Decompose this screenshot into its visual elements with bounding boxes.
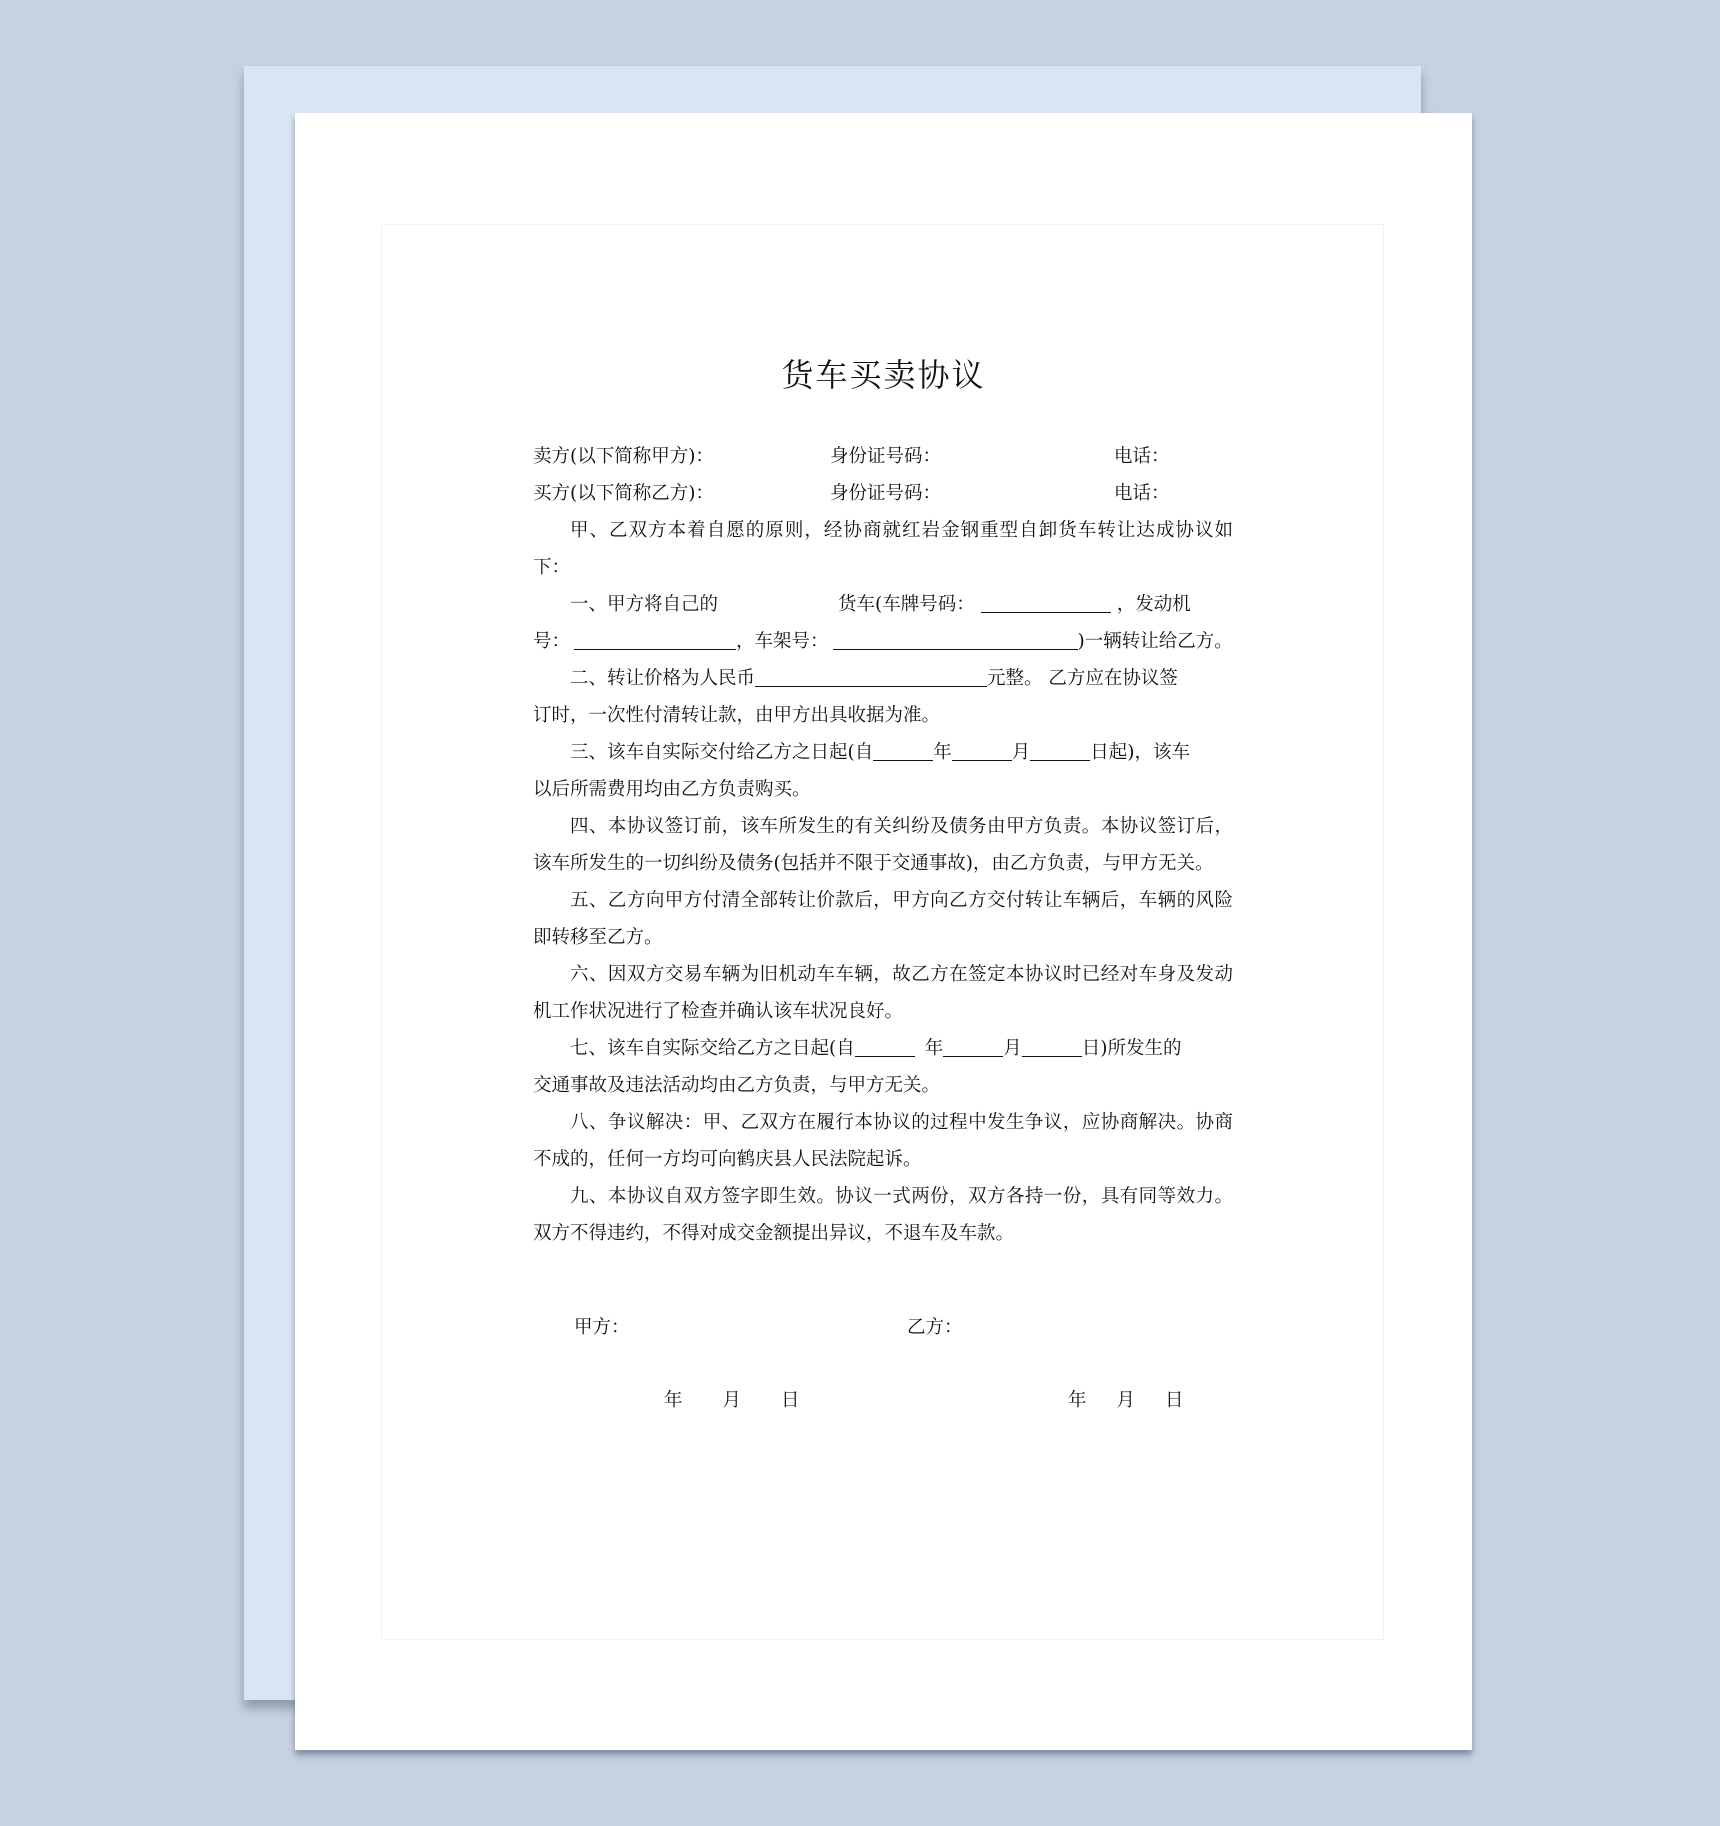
clause-7-year-blank[interactable]: [855, 1034, 915, 1057]
clause-2-text: 二、转让价格为人民币: [570, 668, 756, 689]
seller-label: 卖方(以下简称甲方)：: [533, 446, 714, 467]
clause-8: 八、争议解决：甲、乙双方在履行本协议的过程中发生争议，应协商解决。协商不成的，任何一方均可向鹤庆县人民法院起诉。: [533, 1112, 1233, 1170]
clause-5: 五、乙方向甲方付清全部转让价款后，甲方向乙方交付转让车辆后，车辆的风险即转移至乙方。: [533, 890, 1233, 948]
party-b-month-label: 月: [1116, 1390, 1136, 1411]
clause-1-line-2: [533, 623, 1233, 660]
clause-3-month-label: 月: [1011, 742, 1031, 763]
clause-7-month-blank[interactable]: [943, 1034, 1003, 1057]
buyer-id-label: 身份证号码：: [830, 483, 942, 504]
clause-1-plate-label: 货车(车牌号码：: [838, 594, 975, 615]
party-a-date: [664, 1386, 800, 1412]
party-a-year-label: 年: [664, 1390, 683, 1411]
party-a-month-label: 月: [722, 1390, 742, 1411]
plate-number-blank[interactable]: [981, 590, 1111, 613]
clause-3-text: 三、该车自实际交付给乙方之日起(自: [570, 742, 874, 763]
clause-2-line-1: [533, 660, 1233, 697]
seller-phone-label: 电话：: [1114, 446, 1170, 467]
document-title: 货车买卖协议: [781, 356, 986, 394]
clause-1-text: 一、甲方将自己的: [570, 594, 719, 615]
intro-paragraph: 甲、乙双方本着自愿的原则，经协商就红岩金钢重型自卸货车转让达成协议如下：: [533, 520, 1233, 578]
clause-7-line-1: [533, 1030, 1233, 1067]
clause-9: 九、本协议自双方签字即生效。协议一式两份，双方各持一份，具有同等效力。双方不得违约，不得对成交金额提出异议，不退车及车款。: [533, 1186, 1233, 1244]
buyer-info-row: [533, 475, 1233, 512]
clause-7-text: 七、该车自实际交给乙方之日起(自: [570, 1038, 855, 1059]
seller-id-label: 身份证号码：: [830, 446, 942, 467]
party-b-date: [1068, 1386, 1184, 1412]
clause-3-year-blank[interactable]: [873, 738, 933, 761]
clause-4: 四、本协议签订前，该车所发生的有关纠纷及债务由甲方负责。本协议签订后，该车所发生的一切纠纷及债务(包括并不限于交通事故)，由乙方负责，与甲方无关。: [533, 816, 1233, 874]
document-body: [533, 438, 1233, 1252]
engine-number-label: 号：: [533, 631, 571, 652]
clause-1-line-1: [533, 586, 1233, 623]
document-page: [295, 113, 1472, 1750]
party-b-day-label: 日: [1165, 1390, 1184, 1411]
engine-number-blank[interactable]: [574, 627, 736, 650]
clause-3-text-b: 日起)，该车: [1090, 742, 1190, 763]
party-b-year-label: 年: [1068, 1390, 1087, 1411]
party-b-signature-label: 乙方：: [907, 1317, 963, 1338]
seller-info-row: [533, 438, 1233, 475]
clause-6: 六、因双方交易车辆为旧机动车车辆，故乙方在签定本协议时已经对车身及发动机工作状况进行了检查并确认该车状况良好。: [533, 964, 1233, 1022]
clause-3-month-blank[interactable]: [952, 738, 1012, 761]
clause-3-line-1: [533, 734, 1233, 771]
clause-1-engine-label: ，发动机: [1116, 594, 1191, 615]
clause-7-text-b: 日)所发生的: [1081, 1038, 1182, 1059]
price-blank[interactable]: [755, 664, 987, 687]
clause-7-year-label: 年: [924, 1038, 944, 1059]
party-a-signature-label: 甲方：: [574, 1317, 630, 1338]
party-a-day-label: 日: [781, 1390, 800, 1411]
frame-number-blank[interactable]: [833, 627, 1078, 650]
clause-3-day-blank[interactable]: [1030, 738, 1090, 761]
buyer-label: 买方(以下简称乙方)：: [533, 483, 714, 504]
clause-7-month-label: 月: [1003, 1038, 1022, 1059]
clause-2-text-b: 元整。 乙方应在协议签: [987, 668, 1178, 689]
frame-number-label: ，车架号：: [736, 631, 829, 652]
clause-7-line-2: 交通事故及违法活动均由乙方负责，与甲方无关。: [533, 1075, 941, 1096]
clause-1-end: )一辆转让给乙方。: [1077, 631, 1233, 652]
clause-2-line-2: 订时，一次性付清转让款，由甲方出具收据为准。: [533, 705, 941, 726]
clause-3-line-2: 以后所需费用均由乙方负责购买。: [533, 779, 811, 800]
clause-7-day-blank[interactable]: [1022, 1034, 1082, 1057]
buyer-phone-label: 电话：: [1114, 483, 1170, 504]
clause-3-year-label: 年: [933, 742, 952, 763]
